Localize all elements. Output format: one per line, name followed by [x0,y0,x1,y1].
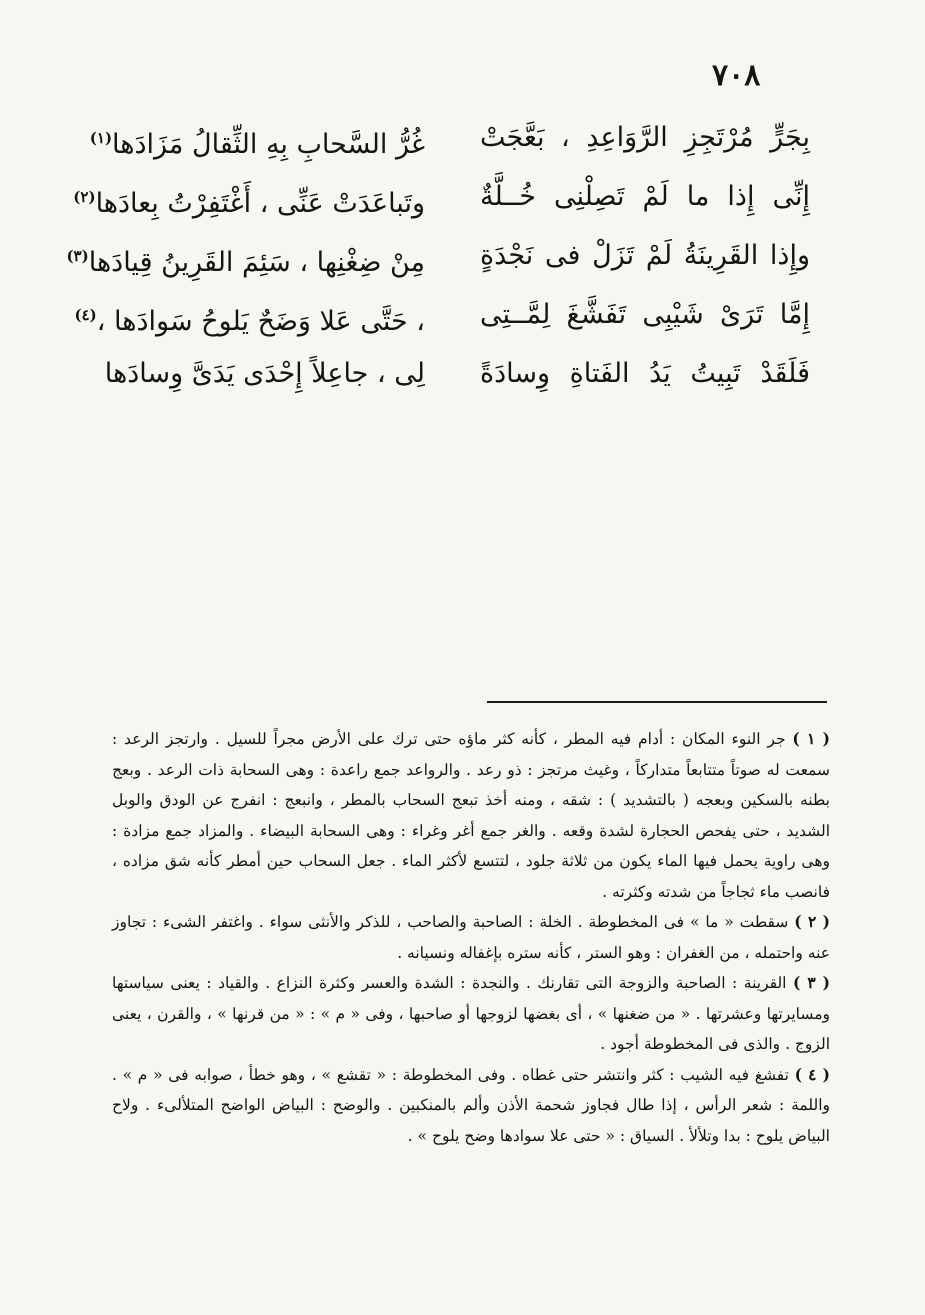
verse-second-text: مِنْ ضِغْنِها ، سَئِمَ القَرِينُ قِيادَها [88,247,425,278]
footnote [112,1060,830,1152]
verse-second-hemistich [104,348,425,400]
verse-first-hemistich: إِنِّى إِذا ما لَمْ تَصِلْنِى خُــلَّةٌ [480,181,810,212]
page-number: ٧٠٨ [712,58,761,93]
verse-second-text: لِى ، جاعِلاً إِحْدَى يَدَىَّ وِسادَها [104,358,425,389]
verse-second-hemistich [66,230,425,289]
footnote [112,968,830,1060]
verse-second-text: غُرُّ السَّحابِ بِهِ الثِّقالُ مَزَادَها [112,129,425,160]
verse-second-hemistich [74,289,425,348]
verse-second-text: وتَباعَدَتْ عَنِّى ، أَغْتَفِرْتُ بِعادَها [95,188,425,219]
note-marker: (٢) [73,188,96,206]
verse-line [89,112,810,171]
footnotes [112,724,830,1151]
verse-line [74,289,810,348]
poem [66,112,810,407]
verse-first-hemistich: فَلَقَدْ تَبِيتُ يَدُ الفَتاةِ وِسادَةً [480,358,810,389]
footnote-number: ( ٢ ) [794,912,831,931]
footnote-divider [487,701,827,703]
verse-line [104,348,810,407]
footnote-text: جر النوء المكان : أدام فيه المطر ، كأنه كثر ماؤه حتى ترك على الأرض مجراً للسيل . وارتجز الرعد : سمعت له صوتاً متتابعاً متداركاً ، وغيث مرتجز : ذو رعد . والرواعد جمع راعدة : وهى السحابة ذات الرعد . وبعج بطنه بالسكين وبعجه ( بالتشديد ) : شقه ، ومنه أخذ تبعج السحاب بالمطر ، وانبعج : انفرج عن الودق والوبل الشديد ، حتى يفحص الحجارة لشدة وقعه . والغر جمع أغر وغراء : وهى السحابة البيضاء . والمزاد جمع مزادة : وهى راوية يحمل فيها الماء يكون من ثلاثة جلود ، لتتسع لأكثر الماء . جعل السحاب حين أمطر كأنه شق مزاده ، فانصب ماء ثجاجاً من شدته وكثرته . [112,730,830,901]
note-marker: (٤) [74,306,97,324]
verse-second-hemistich [73,171,425,230]
verse-first-hemistich: بِجَرٍّ مُرْتَجِزِ الرَّوَاعِدِ ، بَعَّجَتْ [480,122,810,153]
footnote-text: تفشغ فيه الشيب : كثر وانتشر حتى غطاه . وفى المخطوطة : « تقشع » ، وهو خطأ ، صوابه فى « م » . واللمة : شعر الرأس ، إذا طال فجاوز شحمة الأذن وألم بالمنكبين . والوضح : البياض الواضح المتلألىء . ولاح البياض يلوح : بدا وتلألأ . السياق : « حتى علا سوادها وضح يلوح » . [112,1065,830,1145]
footnote-text: سقطت « ما » فى المخطوطة . الخلة : الصاحبة والصاحب ، للذكر والأنثى سواء . واغتفر الشىء : تجاوز عنه واحتمله ، من الغفران : وهو الستر ، كأنه ستره بإغفاله ونسيانه . [112,913,830,962]
footnote-number: ( ٣ ) [793,973,830,992]
verse-first-hemistich: وإِذا القَرِينَةُ لَمْ تَزَلْ فى نَجْدَةٍ [480,240,810,271]
verse-second-hemistich [89,112,425,171]
verse-line [73,171,810,230]
footnote-number: ( ١ ) [792,729,831,748]
footnote [112,724,830,907]
footnote-number: ( ٤ ) [794,1064,830,1084]
note-marker: (١) [89,129,113,147]
note-marker: (٣) [66,247,89,265]
footnote-text: القرينة : الصاحبة والزوجة التى تقارنك . والنجدة : الشدة والعسر وكثرة النزاع . والقياد : يعنى سياستها ومسايرتها وعشرتها . « من ضغنها » ، أى بغضها لزوجها أو صاحبها ، وفى « م » : « من قرنها » ، والقرن ، يعنى الزوج . والذى فى المخطوطة أجود . [112,974,830,1053]
verse-line [66,230,810,289]
verse-first-hemistich: إِمَّا تَرَىْ شَيْبِى تَفَشَّغَ لِمَّــتِى [480,299,810,330]
verse-second-text: ، حَتَّى عَلا وَضَحٌ يَلوحُ سَوادَها ، [96,306,425,337]
footnote [112,907,830,968]
